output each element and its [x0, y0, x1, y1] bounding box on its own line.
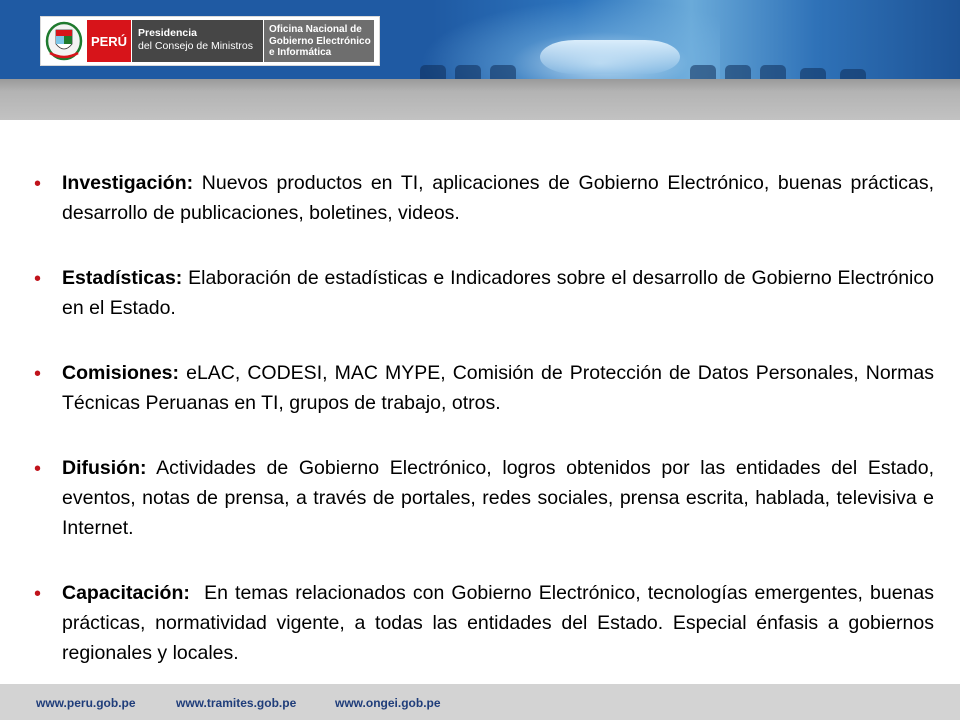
bullet-list	[34, 168, 934, 703]
pcm-label	[132, 20, 263, 62]
list-item-text	[62, 168, 934, 228]
item-body: eLAC, CODESI, MAC MYPE, Comisión de Protección de Datos Personales, Normas Técnicas Peruanas en TI, grupos de trabajo, otros.	[62, 362, 934, 414]
item-body: Elaboración de estadísticas e Indicadores sobre el desarrollo de Gobierno Electrónico en el Estado.	[62, 267, 934, 319]
bullet-icon: •	[34, 458, 42, 480]
list-item-text	[62, 453, 934, 543]
footer-link-peru[interactable]: www.peru.gob.pe	[36, 696, 136, 710]
ongei-line-3: e Informática	[269, 47, 332, 58]
bullet-icon: •	[34, 363, 42, 385]
peru-label: PERÚ	[87, 20, 131, 62]
list-item-text	[62, 358, 934, 418]
pcm-line-1: Presidencia	[138, 27, 197, 39]
list-item	[34, 453, 934, 543]
list-item-text	[62, 263, 934, 323]
list-item	[34, 358, 934, 418]
ongei-line-2: Gobierno Electrónico	[269, 35, 371, 47]
government-logo	[40, 16, 380, 66]
header-grey-bar	[0, 79, 960, 120]
footer	[0, 684, 960, 720]
item-title: Capacitación:	[62, 582, 190, 604]
item-body: Nuevos productos en TI, aplicaciones de Gobierno Electrónico, buenas prácticas, desarrollo de publicaciones, boletines, videos.	[62, 172, 935, 224]
ongei-label	[264, 20, 374, 62]
list-item	[34, 168, 934, 228]
item-title: Comisiones:	[62, 362, 180, 384]
bullet-icon: •	[34, 583, 42, 605]
item-title: Estadísticas:	[62, 267, 183, 289]
item-title: Difusión:	[62, 457, 147, 479]
item-body: Actividades de Gobierno Electrónico, logros obtenidos por las entidades del Estado, eventos, notas de prensa, a través de portales, redes sociales, prensa escrita, hablada, televisiva e Internet.	[62, 457, 935, 539]
bullet-icon: •	[34, 268, 42, 290]
coat-of-arms-icon	[45, 21, 83, 61]
bullet-icon: •	[34, 173, 42, 195]
pcm-line-2: del Consejo de Ministros	[138, 40, 253, 52]
footer-link-ongei[interactable]: www.ongei.gob.pe	[335, 696, 441, 710]
footer-link-tramites[interactable]: www.tramites.gob.pe	[176, 696, 297, 710]
list-item-text	[62, 578, 934, 668]
list-item	[34, 263, 934, 323]
header	[0, 0, 960, 120]
item-title: Investigación:	[62, 172, 194, 194]
item-body: En temas relacionados con Gobierno Electrónico, tecnologías emergentes, buenas prácticas, normatividad vigente, a todas las entidades del Estado. Especial énfasis a gobiernos regionales y locales.	[62, 582, 935, 664]
list-item	[34, 578, 934, 668]
ongei-line-1: Oficina Nacional de	[269, 24, 362, 35]
